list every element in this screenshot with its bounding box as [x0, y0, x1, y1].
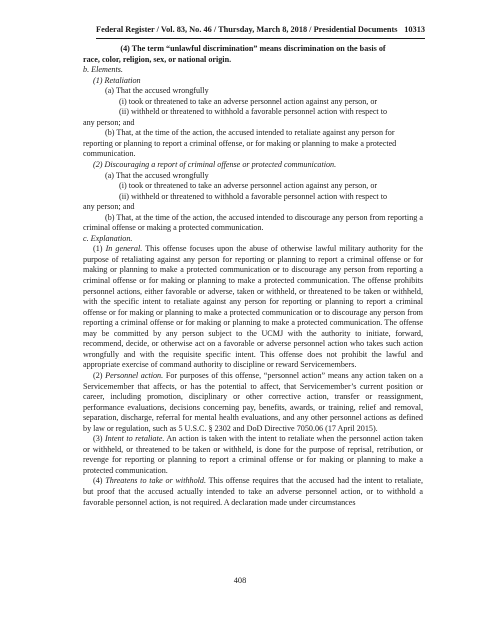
explanation-personnel-action-number: (2)	[93, 370, 106, 380]
retaliation-element-a-ii: (ii) withheld or threatened to withhold a favorable personnel action with respect to	[119, 107, 388, 117]
explanation-general-number: (1)	[93, 244, 106, 254]
discouraging-element-a-ii: (ii) withheld or threatened to withhold a favorable personnel action with respect to	[119, 191, 388, 201]
definition-heading-line-2: race, color, religion, sex, or national origin.	[83, 54, 232, 64]
discouraging-element-a-ii-continued: any person; and	[83, 202, 135, 212]
discouraging-heading: (2) Discouraging a report of criminal offense or protected communication.	[93, 160, 337, 170]
discouraging-element-a-i: (i) took or threatened to take an adverse personnel action against any person, or	[119, 181, 378, 191]
running-head: Federal Register / Vol. 83, No. 46 / Thursday, March 8, 2018 / Presidential Documents	[96, 25, 398, 34]
retaliation-element-a-ii-continued: any person; and	[83, 117, 135, 127]
page-footer	[0, 576, 480, 585]
definition-heading-line-1: (4) The term “unlawful discrimination” means discrimination on the basis of	[120, 44, 386, 53]
discouraging-element-b: (b) That, at the time of the action, the accused intended to discourage any person from reporting a criminal offense or making a protected communication.	[83, 212, 423, 233]
explanation-intent-text: An action is taken with the intent to retaliate when the personnel action taken or withheld, or threatened to be taken or withheld, is done for the purpose of reprisal, retribution, or revenge for reporting or planning to report a criminal offense or for making or planning to make a protected communication.	[83, 434, 424, 475]
explanation-personnel-action-title: Personnel action.	[105, 370, 164, 380]
header-rule	[96, 38, 425, 39]
explanation-threatens-number: (4)	[93, 476, 106, 486]
discouraging-element-a: (a) That the accused wrongfully	[105, 170, 209, 180]
explanation-general-text: This offense focuses upon the abuse of otherwise lawful military authority for the purpose of retaliating against any person for reporting or planning to report a criminal offense or for making or planning to make a protected communication or to discourage any person from reporting a criminal offense or for making or planning to make a protected communication. The offense prohibits personnel actions, either favorable or adverse, taken or withheld, or threatened to be taken or withheld, with the specific intent to retaliate against any person for reporting or planning to report a criminal offense or for making or planning to make a protected communication or to discourage any person from reporting a criminal offense or for making or planning to make a protected communication. The offense may be committed by any person subject to the UCMJ with the authority to initiate, forward, recommend, decide, or otherwise act on a favorable or adverse personnel action who takes such action wrongfully and with the requisite specific intent. This offense does not prohibit the lawful and appropriate exercise of command authority to discipline or reward Servicemembers.	[83, 244, 423, 370]
explanation-label: c. Explanation.	[83, 233, 133, 243]
retaliation-element-a: (a) That the accused wrongfully	[105, 86, 209, 96]
retaliation-element-a-i: (i) took or threatened to take an adverse personnel action against any person, or	[119, 96, 378, 106]
retaliation-element-b: (b) That, at the time of the action, the accused intended to retaliate against any person for reporting or planning to report a criminal offense, or for making or planning to make a protected communication.	[83, 128, 397, 159]
explanation-personnel-action-text: For purposes of this offense, “personnel action” means any action taken on a Servicemember that affects, or has the potential to affect, that Servicemember’s current position or career, including promotion, disciplinary or other corrective action, transfer or reassignment, performance evaluations, decisions concerning pay, benefits, awards, or training, relief and removal, separation, discharge, referral for mental health evaluations, and any other personnel actions as defined by law or regulation, such as 5 U.S.C. § 2302 and DoD Directive 7050.06 (17 April 2015).	[83, 370, 423, 433]
page-header	[96, 23, 425, 37]
explanation-threatens-title: Threatens to take or withhold.	[105, 476, 206, 486]
explanation-intent-title: Intent to retaliate.	[104, 434, 165, 444]
retaliation-heading: (1) Retaliation	[93, 75, 141, 85]
explanation-threatens-text: This offense requires that the accused had the intent to retaliate, but proof that the accused actually intended to take an adverse personnel action, or to withhold a favorable personnel action, is not required. A declaration made under circumstances	[83, 476, 423, 507]
elements-label: b. Elements.	[83, 65, 123, 75]
explanation-intent-number: (3)	[93, 434, 105, 444]
explanation-intent-paragraph	[83, 434, 423, 476]
explanation-general-paragraph	[83, 244, 423, 371]
header-page-number: 10313	[404, 25, 425, 34]
explanation-threatens-paragraph	[83, 476, 423, 508]
explanation-general-title: In general.	[105, 244, 143, 254]
document-body	[83, 44, 423, 508]
footer-page-number: 408	[233, 576, 247, 585]
explanation-personnel-action-paragraph	[83, 371, 423, 434]
